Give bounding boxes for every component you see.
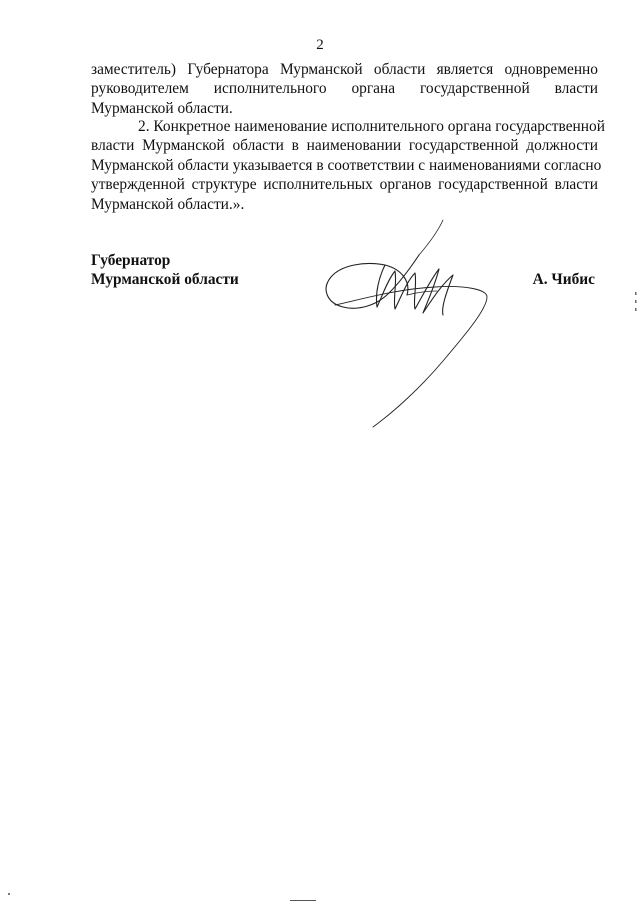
- page-number: 2: [316, 37, 324, 53]
- paragraph-2-line-5: Мурманской области.».: [91, 195, 245, 213]
- paragraph-2-line-4: утвержденной структуре исполнительных органов государственной власти: [91, 176, 598, 194]
- paragraph-2-line-2: власти Мурманской области в наименовании государственной должности: [91, 137, 598, 155]
- signatory-title-line-1: Губернатор: [91, 252, 171, 269]
- paragraph-2-line-1: 2. Конкретное наименование исполнительного органа государственной: [138, 118, 605, 135]
- paragraph-2-line-3: Мурманской области указывается в соответствии с наименованиями согласно: [91, 156, 602, 174]
- paragraph-1: [91, 60, 598, 118]
- paragraph-1-line-1: заместитель) Губернатора Мурманской области является одновременно: [91, 61, 598, 78]
- signer-name: А. Чибис: [532, 271, 595, 288]
- scan-dot: [8, 893, 10, 895]
- footer-line: [290, 900, 316, 901]
- paragraph-1-line-2: руководителем исполнительного органа государственной власти: [91, 80, 598, 98]
- signatory-title: [91, 251, 239, 290]
- paragraph-2: [91, 117, 605, 214]
- margin-scan-mark: [635, 292, 637, 316]
- handwritten-signature: [315, 215, 495, 430]
- signatory-title-line-2: Мурманской области: [91, 271, 239, 289]
- paragraph-1-line-3: Мурманской области.: [91, 99, 233, 117]
